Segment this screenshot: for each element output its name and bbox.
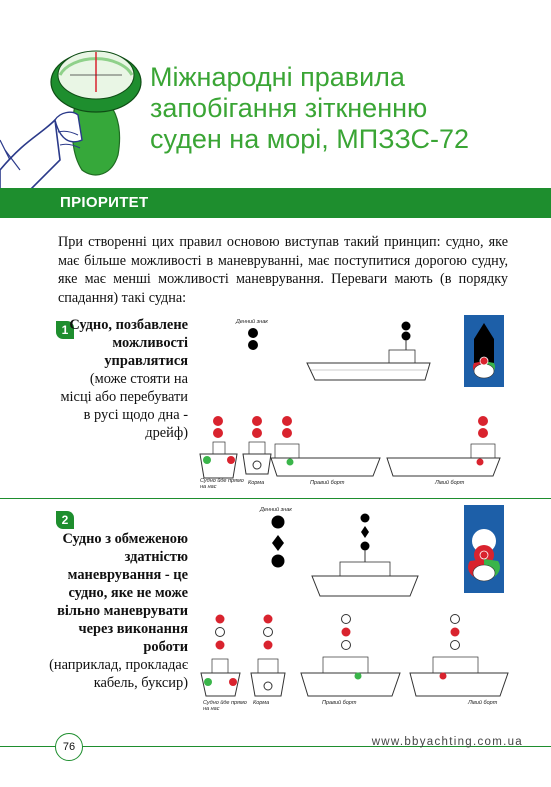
caption-port: Лівий борт	[468, 700, 498, 706]
caption-stern: Корма	[253, 700, 270, 706]
item-1-note: (може стояти на місці або перебувати в русі щодо дна - дрейф)	[60, 371, 188, 441]
item-2-note: (наприклад, прокладає кабель, буксир)	[49, 657, 188, 691]
caption-bow: Судно йде прямо на нас	[203, 700, 247, 712]
intro-paragraph: При створенні цих правил основою виступав такий принцип: судно, яке має більше можливості в маневруванні, має поступитися дорогою судну, яке має менші можливості маневрування. Переваги мають (в порядку спадання) такі судна:	[58, 234, 508, 306]
item-1-ship-day-side	[305, 318, 435, 388]
caption-bow: Судно йде прямо на нас	[200, 478, 244, 490]
item-number-badge: 2	[56, 511, 74, 529]
compass-hand-illustration	[0, 20, 150, 190]
caption-port: Лівий борт	[435, 480, 465, 486]
item-2-day-sign	[268, 513, 288, 571]
item-divider	[0, 498, 551, 499]
item-2-bold: Судно з обмеженою здатністю маневрування - це судно, яке не може вільно маневрувати через виконання роботи	[57, 531, 188, 655]
item-2-text	[48, 530, 188, 692]
footer-url[interactable]: www.bbyachting.com.ua	[371, 736, 523, 748]
caption-starboard: Правий борт	[310, 480, 345, 486]
item-2-night-lights-panel	[464, 505, 504, 593]
item-number-badge: 1	[56, 321, 74, 339]
item-1-night-lights-panel	[464, 315, 504, 387]
day-sign-label: Денний знак	[260, 507, 292, 513]
page-number: 76	[55, 733, 83, 761]
caption-stern: Корма	[248, 480, 265, 486]
page-title: Міжнародні правила запобігання зіткненню суден на морі, МПЗЗС-72	[150, 62, 470, 154]
item-1-text	[58, 316, 188, 442]
caption-starboard: Правий борт	[322, 700, 357, 706]
day-sign-label: Денний знак	[236, 319, 268, 325]
section-title: ПРІОРИТЕТ	[60, 194, 149, 211]
item-2-night-ships	[198, 612, 518, 702]
item-2-ship-day-side	[310, 510, 420, 600]
item-1-bold: Судно, позбавлене можливості управлятися	[69, 317, 188, 369]
item-1-day-sign	[245, 326, 261, 352]
